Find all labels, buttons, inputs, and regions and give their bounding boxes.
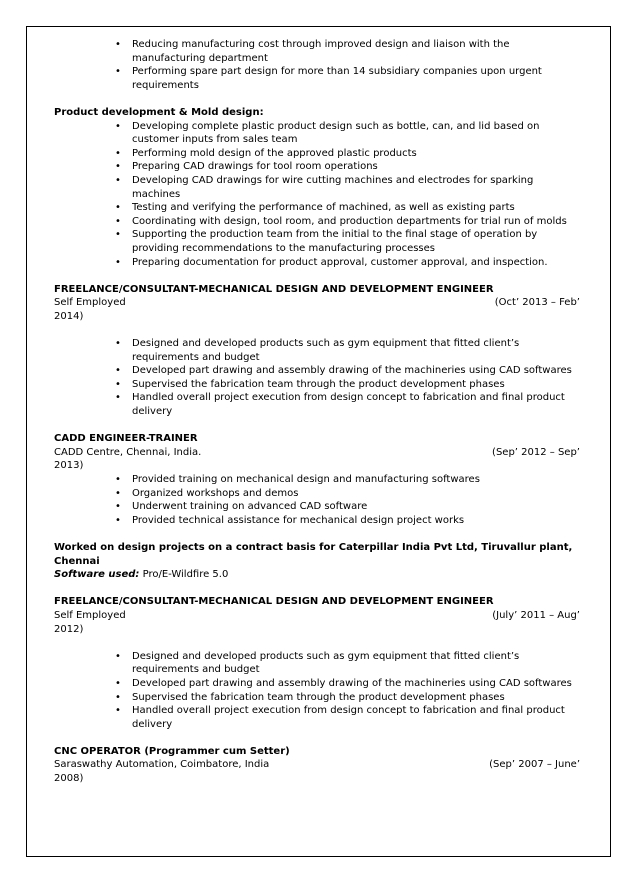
list-item: • Designed and developed products such as gym equipment that fitted client’s requirements and budget <box>54 337 580 364</box>
list-item: • Organized workshops and demos <box>54 487 580 501</box>
list-item: • Designed and developed products such as gym equipment that fitted client’s requirements and budget <box>54 650 580 677</box>
list-item: • Performing mold design of the approved plastic products <box>54 147 580 161</box>
list-item: • Underwent training on advanced CAD software <box>54 500 580 514</box>
freelance1-list <box>54 337 580 419</box>
cadd-list <box>54 473 580 527</box>
list-item: • Handled overall project execution from design concept to fabrication and final product delivery <box>54 391 580 418</box>
freelance1-date: (Oct’ 2013 – Feb’ <box>494 297 580 309</box>
software-value: Pro/E-Wildfire 5.0 <box>139 569 229 581</box>
software-label: Software used: <box>54 569 140 581</box>
freelance2-date: (July’ 2011 – Aug’ <box>492 609 580 621</box>
product-dev-heading: Product development & Mold design: <box>54 106 264 118</box>
cnc-meta <box>54 758 580 772</box>
freelance2-title: FREELANCE/CONSULTANT-MECHANICAL DESIGN AND DEVELOPMENT ENGINEER <box>54 596 494 608</box>
freelance2-date-cont: 2012) <box>54 623 84 635</box>
cadd-meta <box>54 446 580 460</box>
resume-content <box>54 38 580 786</box>
list-item: • Preparing documentation for product approval, customer approval, and inspection. <box>54 256 580 270</box>
cnc-employer: Saraswathy Automation, Coimbatore, India <box>54 759 270 771</box>
list-item: • Provided technical assistance for mechanical design project works <box>54 514 580 528</box>
list-item: • Supporting the production team from the initial to the final stage of operation by providing recommendations to the manufacturing processes <box>54 228 580 255</box>
caterpillar-line1: Worked on design projects on a contract basis for Caterpillar India Pvt Ltd, Tiruvallur plant, <box>54 541 573 553</box>
freelance1-employer: Self Employed <box>54 297 126 309</box>
list-item: • Reducing manufacturing cost through improved design and liaison with the manufacturing department <box>54 38 580 65</box>
cadd-employer: CADD Centre, Chennai, India. <box>54 446 202 458</box>
list-item: • Supervised the fabrication team through the product development phases <box>54 378 580 392</box>
cadd-date-cont: 2013) <box>54 460 84 472</box>
list-item: • Handled overall project execution from design concept to fabrication and final product delivery <box>54 704 580 731</box>
list-item: • Provided training on mechanical design and manufacturing softwares <box>54 473 580 487</box>
freelance1-title: FREELANCE/CONSULTANT-MECHANICAL DESIGN AND DEVELOPMENT ENGINEER <box>54 283 494 295</box>
cadd-date: (Sep’ 2012 – Sep’ <box>492 446 580 458</box>
list-item: • Developing complete plastic product design such as bottle, can, and lid based on customer inputs from sales team <box>54 120 580 147</box>
cnc-date: (Sep’ 2007 – June’ <box>489 759 580 771</box>
list-item: • Coordinating with design, tool room, and production departments for trial run of molds <box>54 215 580 229</box>
list-item: • Preparing CAD drawings for tool room operations <box>54 160 580 174</box>
product-dev-list <box>54 120 580 270</box>
list-item: • Developing CAD drawings for wire cutting machines and electrodes for sparking machines <box>54 174 580 201</box>
freelance2-list <box>54 650 580 732</box>
cnc-date-cont: 2008) <box>54 773 84 785</box>
list-item: • Testing and verifying the performance of machined, as well as existing parts <box>54 201 580 215</box>
freelance2-employer: Self Employed <box>54 609 126 621</box>
list-item: • Supervised the fabrication team through the product development phases <box>54 691 580 705</box>
freelance2-meta <box>54 609 580 623</box>
list-item: • Performing spare part design for more than 14 subsidiary companies upon urgent requirements <box>54 65 580 92</box>
cnc-title: CNC OPERATOR (Programmer cum Setter) <box>54 745 290 757</box>
software-used <box>54 568 580 582</box>
freelance1-date-cont: 2014) <box>54 310 84 322</box>
caterpillar-line2: Chennai <box>54 555 100 567</box>
top-bullet-list <box>54 38 580 92</box>
list-item: • Developed part drawing and assembly drawing of the machineries using CAD softwares <box>54 677 580 691</box>
freelance1-meta <box>54 296 580 310</box>
cadd-title: CADD ENGINEER-TRAINER <box>54 433 198 445</box>
list-item: • Developed part drawing and assembly drawing of the machineries using CAD softwares <box>54 364 580 378</box>
